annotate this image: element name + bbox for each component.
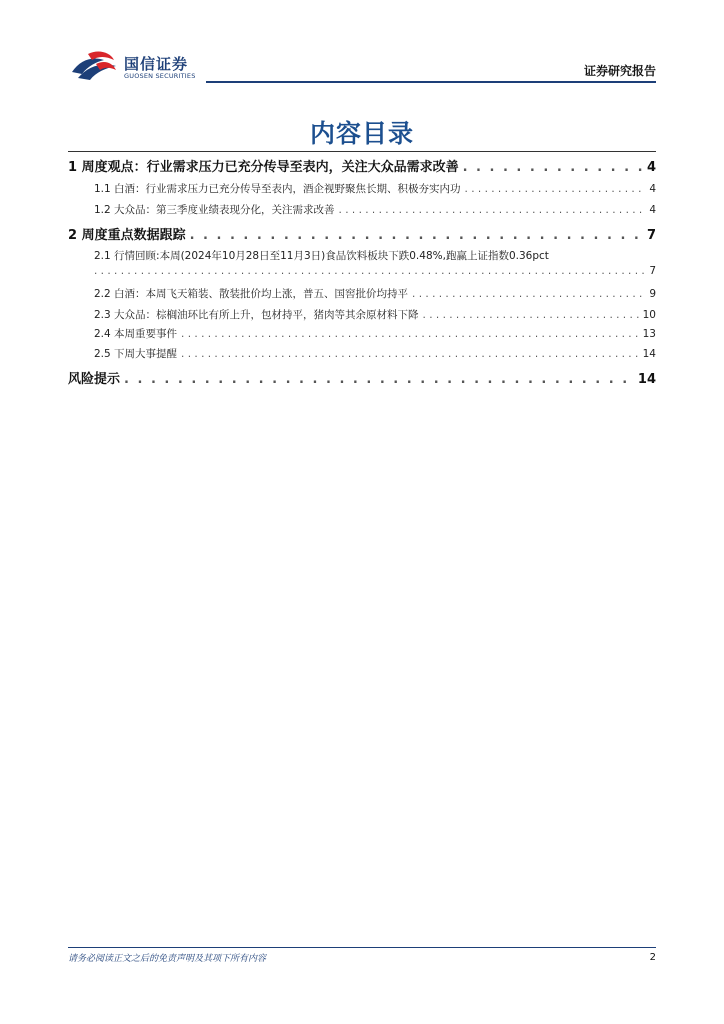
toc-entry-page: 14 <box>642 348 656 360</box>
toc-entry-page: 4 <box>649 183 656 195</box>
toc-leader-dots <box>94 265 645 277</box>
toc-entry-page: 7 <box>649 265 656 277</box>
toc-leader-dots <box>181 328 639 340</box>
toc-entry-text: 1 周度观点：行业需求压力已充分传导至表内，关注大众品需求改善 <box>68 160 459 175</box>
guosen-logo-icon <box>70 50 118 84</box>
toc-entry-risk[interactable] <box>68 368 656 387</box>
toc-leader-dots <box>423 309 639 321</box>
footer-divider <box>68 947 656 948</box>
toc-entry-2-1[interactable] <box>68 248 656 263</box>
toc-entry-text: 1.2 大众品：第三季度业绩表现分化，关注需求改善 <box>94 204 335 216</box>
page-number: 2 <box>649 952 656 963</box>
toc-leader-dots <box>465 183 646 195</box>
toc-entry-2[interactable] <box>68 224 656 243</box>
toc-entry-page: 4 <box>649 204 656 216</box>
toc-leader-dots <box>463 160 643 175</box>
page-header <box>0 0 724 90</box>
toc-leader-dots <box>412 288 645 300</box>
toc-entry-2-2[interactable] <box>68 286 656 301</box>
toc-entry-page: 10 <box>642 309 656 321</box>
toc-entry-text: 风险提示 <box>68 372 121 387</box>
logo-chinese-name: 国信证券 <box>124 55 189 73</box>
toc-entry-page: 4 <box>646 160 656 175</box>
toc-leader-dots <box>124 372 634 387</box>
toc-entry-text: 2.5 下周大事提醒 <box>94 348 178 360</box>
toc-entry-text: 2.1 行情回顾:本周(2024年10月28日至11月3日)食品饮料板块下跌0.48%,跑赢上证指数0.36pct <box>94 250 549 262</box>
toc-entry-page: 13 <box>642 328 656 340</box>
header-divider <box>206 81 656 83</box>
toc-entry-2-3[interactable] <box>68 307 656 322</box>
disclaimer-note: 请务必阅读正文之后的免责声明及其项下所有内容 <box>68 954 267 964</box>
toc-entry-text: 2.4 本周重要事件 <box>94 328 178 340</box>
toc-leader-dots <box>339 204 646 216</box>
toc-entry-text: 2 周度重点数据跟踪 <box>68 228 186 243</box>
toc-entry-text: 2.2 白酒：本周飞天箱装、散装批价均上涨，普五、国窖批价均持平 <box>94 288 409 300</box>
toc-entry-1-1[interactable] <box>68 181 656 196</box>
toc-leader-dots <box>181 348 639 360</box>
toc-title-divider <box>68 151 656 152</box>
toc-entry-2-1-continuation[interactable] <box>94 265 656 277</box>
report-type-label: 证券研究报告 <box>583 64 656 78</box>
toc-entry-1-2[interactable] <box>68 202 656 217</box>
toc-entry-page: 9 <box>649 288 656 300</box>
toc-entry-page: 7 <box>646 228 656 243</box>
toc-entry-2-4[interactable] <box>68 326 656 341</box>
toc-entry-page: 14 <box>637 372 656 387</box>
toc-entry-text: 2.3 大众品：棕榈油环比有所上升，包材持平，猪肉等其余原材料下降 <box>94 309 419 321</box>
toc-entry-1[interactable] <box>68 156 656 175</box>
toc-entry-text: 1.1 白酒：行业需求压力已充分传导至表内，酒企视野聚焦长期、积极夯实内功 <box>94 183 461 195</box>
toc-title: 内容目录 <box>309 119 414 148</box>
toc-entry-2-5[interactable] <box>68 346 656 361</box>
logo-english-name: GUOSEN SECURITIES <box>124 72 196 80</box>
toc-leader-dots <box>190 228 643 243</box>
